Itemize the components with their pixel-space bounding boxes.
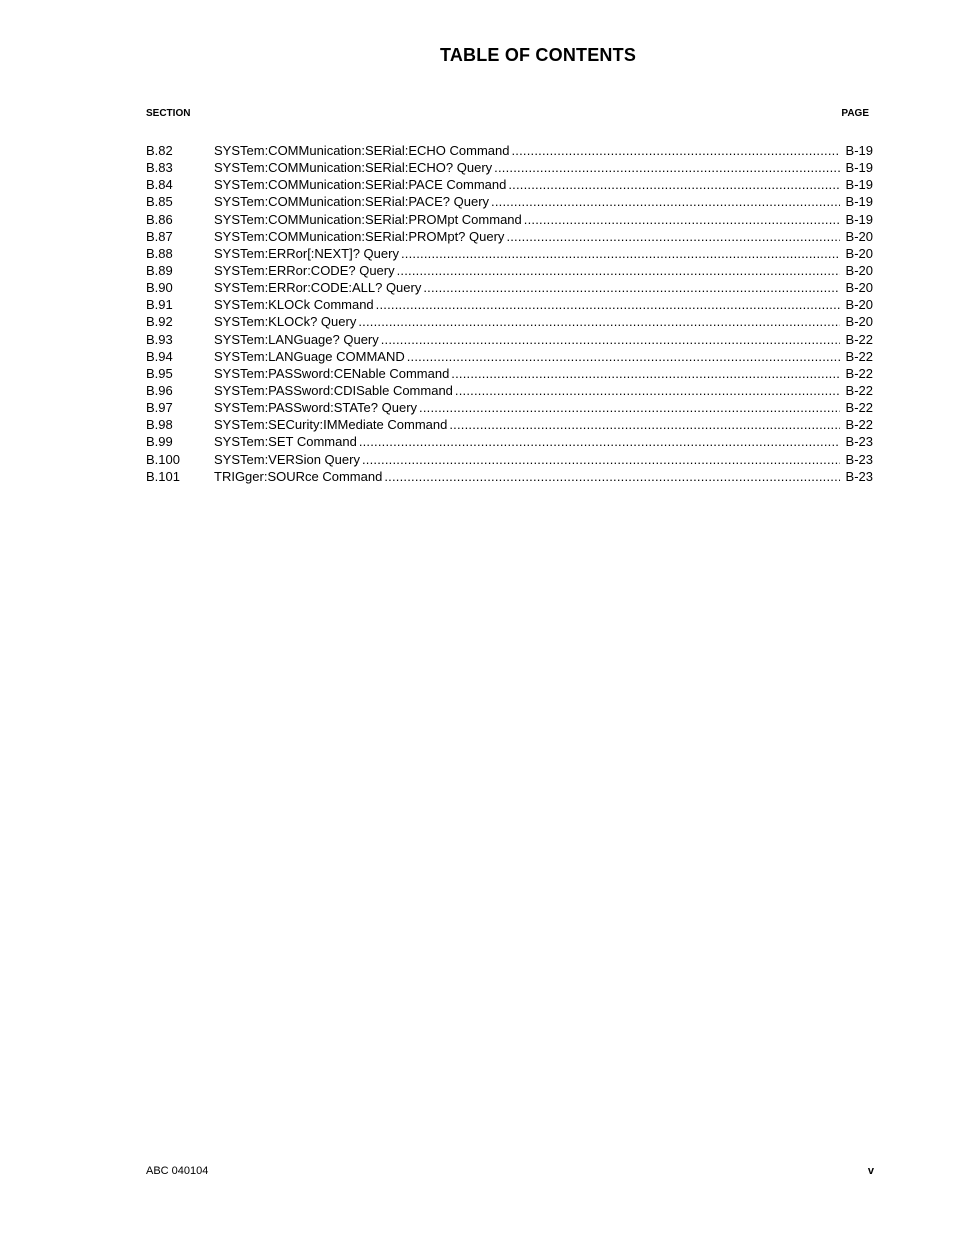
toc-page-number: B-20: [845, 280, 873, 296]
toc-entry[interactable]: [146, 193, 873, 210]
document-id: ABC 040104: [146, 1165, 209, 1177]
toc-entry-title: SYSTem:LANGuage COMMAND: [214, 348, 405, 364]
toc-section-number: B.86: [146, 211, 173, 227]
toc-section-number: B.99: [146, 434, 173, 450]
toc-entry[interactable]: [146, 433, 873, 450]
toc-entry[interactable]: [146, 468, 873, 485]
dot-leader: [359, 433, 840, 450]
toc-entry[interactable]: [146, 365, 873, 382]
toc-section-number: B.97: [146, 400, 173, 416]
toc-entry-title: SYSTem:SET Command: [214, 434, 357, 450]
toc-page-number: B-20: [845, 262, 873, 278]
dot-leader: [506, 228, 839, 245]
toc-entry-title: SYSTem:PASSword:STATe? Query: [214, 400, 418, 416]
toc-entry-title: SYSTem:SECurity:IMMediate Command: [214, 417, 448, 433]
toc-section-number: B.94: [146, 348, 173, 364]
dot-leader: [494, 159, 839, 176]
toc-entry[interactable]: [146, 348, 873, 365]
toc-entry-body: [214, 451, 846, 468]
toc-section-number: B.84: [146, 177, 173, 193]
toc-page-number: B-22: [845, 382, 873, 398]
toc-entry-body: [214, 142, 846, 159]
dot-leader: [397, 262, 840, 279]
dot-leader: [524, 211, 840, 228]
dot-leader: [376, 296, 840, 313]
toc-entry-body: [214, 348, 846, 365]
toc-entry-body: [214, 296, 846, 313]
toc-entry-body: [214, 399, 846, 416]
page-number: v: [867, 1165, 874, 1177]
toc-page-number: B-22: [845, 365, 873, 381]
dot-leader: [508, 176, 839, 193]
toc-page-number: B-19: [845, 194, 873, 210]
toc-entry-title: SYSTem:COMMunication:SERial:ECHO? Query: [214, 160, 493, 176]
toc-section-number: B.100: [146, 451, 180, 467]
dot-leader: [491, 193, 840, 210]
toc-entry-body: [214, 433, 846, 450]
toc-entry[interactable]: [146, 331, 873, 348]
dot-leader: [455, 382, 840, 399]
toc-page-number: B-22: [845, 331, 873, 347]
toc-page-number: B-19: [845, 211, 873, 227]
toc-section-number: B.95: [146, 365, 173, 381]
dot-leader: [407, 348, 840, 365]
toc-entry-body: [214, 262, 846, 279]
toc-entry-body: [214, 159, 846, 176]
page-column-header: PAGE: [841, 108, 869, 119]
toc-page-number: B-19: [845, 160, 873, 176]
toc-entry-title: SYSTem:COMMunication:SERial:PROMpt? Query: [214, 228, 505, 244]
toc-section-number: B.88: [146, 245, 173, 261]
toc-section-number: B.98: [146, 417, 173, 433]
toc-entry[interactable]: [146, 279, 873, 296]
toc-entry[interactable]: [146, 211, 873, 228]
toc-entry[interactable]: [146, 382, 873, 399]
toc-page-number: B-20: [845, 314, 873, 330]
toc-entry-title: SYSTem:COMMunication:SERial:PACE? Query: [214, 194, 490, 210]
dot-leader: [401, 245, 840, 262]
dot-leader: [423, 279, 839, 296]
toc-entry[interactable]: [146, 313, 873, 330]
dot-leader: [358, 313, 839, 330]
toc-section-number: B.93: [146, 331, 173, 347]
toc-entry-body: [214, 279, 846, 296]
toc-section-number: B.92: [146, 314, 173, 330]
toc-section-number: B.83: [146, 160, 173, 176]
toc-entry[interactable]: [146, 262, 873, 279]
toc-entry-title: SYSTem:COMMunication:SERial:PROMpt Command: [214, 211, 522, 227]
toc-entry-body: [214, 416, 846, 433]
toc-page-number: B-22: [845, 400, 873, 416]
toc-entry[interactable]: [146, 416, 873, 433]
toc-section-number: B.85: [146, 194, 173, 210]
toc-entry[interactable]: [146, 159, 873, 176]
toc-entry[interactable]: [146, 451, 873, 468]
toc-entry-body: [214, 313, 846, 330]
toc-entry[interactable]: [146, 142, 873, 159]
toc-section-number: B.89: [146, 262, 173, 278]
toc-section-number: B.96: [146, 382, 173, 398]
toc-entry-body: [214, 193, 846, 210]
toc-entry-title: SYSTem:KLOCk Command: [214, 297, 374, 313]
toc-entry-title: SYSTem:PASSword:CENable Command: [214, 365, 450, 381]
toc-entry-body: [214, 176, 846, 193]
dot-leader: [384, 468, 839, 485]
toc-entry[interactable]: [146, 296, 873, 313]
dot-leader: [511, 142, 839, 159]
toc-page-number: B-20: [845, 228, 873, 244]
toc-page-number: B-23: [845, 451, 873, 467]
page-title: TABLE OF CONTENTS: [439, 45, 637, 65]
toc-entry[interactable]: [146, 245, 873, 262]
toc-entry-title: SYSTem:PASSword:CDISable Command: [214, 382, 453, 398]
toc-page-number: B-20: [845, 297, 873, 313]
toc-entry-body: [214, 382, 846, 399]
toc-entry-body: [214, 228, 846, 245]
toc-page-number: B-23: [845, 468, 873, 484]
toc-entry-body: [214, 211, 846, 228]
toc-entry-title: SYSTem:ERRor:CODE:ALL? Query: [214, 280, 422, 296]
toc-entry-title: SYSTem:LANGuage? Query: [214, 331, 379, 347]
toc-section-number: B.82: [146, 143, 173, 158]
toc-section-number: B.87: [146, 228, 173, 244]
section-column-header: SECTION: [146, 108, 191, 119]
toc-entry[interactable]: [146, 399, 873, 416]
toc-section-number: B.101: [146, 468, 180, 484]
dot-leader: [362, 451, 840, 468]
toc-page-number: B-19: [845, 143, 873, 158]
toc-entry-body: [214, 365, 846, 382]
toc-entry-title: SYSTem:KLOCk? Query: [214, 314, 357, 330]
toc-section-number: B.91: [146, 297, 173, 313]
toc-entry-body: [214, 331, 846, 348]
dot-leader: [451, 365, 839, 382]
toc-entry-title: SYSTem:ERRor[:NEXT]? Query: [214, 245, 399, 261]
toc-page-number: B-22: [845, 417, 873, 433]
toc-entry-title: SYSTem:ERRor:CODE? Query: [214, 262, 395, 278]
dot-leader: [381, 331, 840, 348]
toc-page-number: B-22: [845, 348, 873, 364]
toc-entry-body: [214, 245, 846, 262]
toc-entry-body: [214, 468, 846, 485]
toc-entry-title: TRIGger:SOURce Command: [214, 468, 383, 484]
toc-entry-title: SYSTem:COMMunication:SERial:PACE Command: [214, 177, 507, 193]
toc-entry-title: SYSTem:COMMunication:SERial:ECHO Command: [214, 143, 510, 158]
toc-page-number: B-23: [845, 434, 873, 450]
toc-section-number: B.90: [146, 280, 173, 296]
toc-page-number: B-20: [845, 245, 873, 261]
toc-entry-title: SYSTem:VERSion Query: [214, 451, 360, 467]
dot-leader: [449, 416, 839, 433]
toc-entry[interactable]: [146, 228, 873, 245]
toc-list: [146, 142, 873, 485]
toc-page-number: B-19: [845, 177, 873, 193]
dot-leader: [419, 399, 840, 416]
toc-entry[interactable]: [146, 176, 873, 193]
